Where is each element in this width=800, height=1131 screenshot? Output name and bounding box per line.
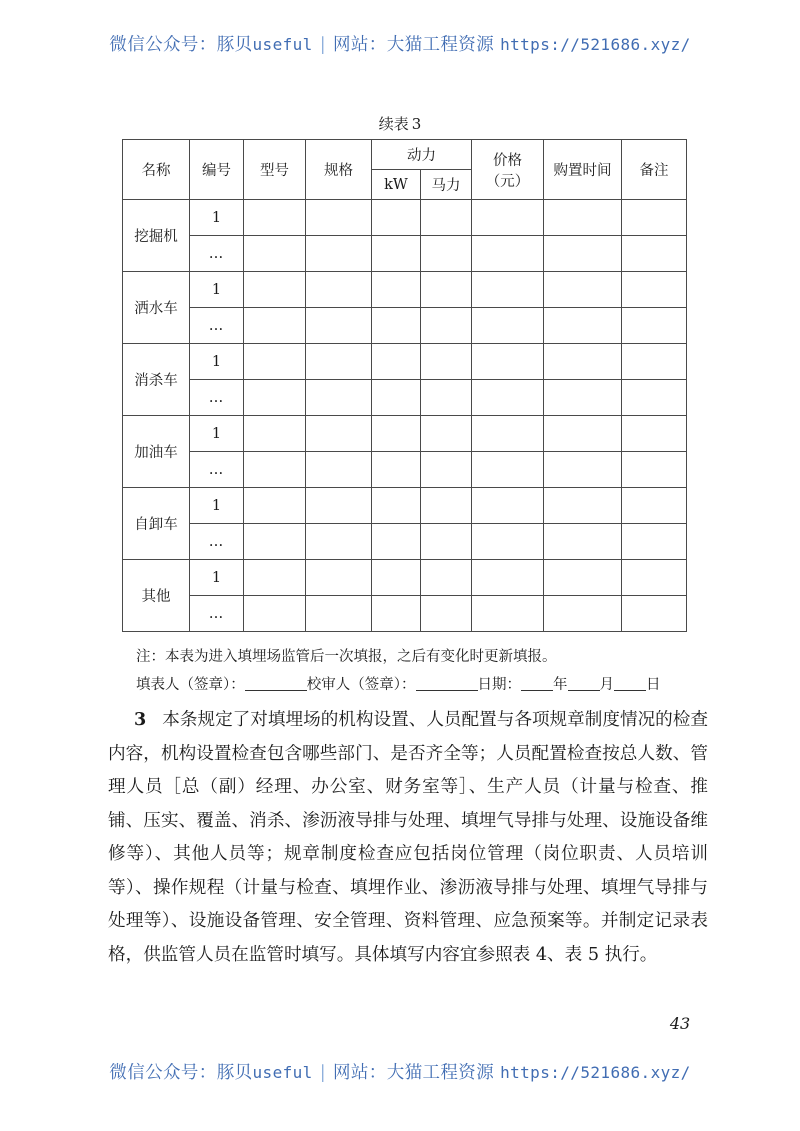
cell-hp <box>421 560 472 596</box>
header-cell-model: 型号 <box>244 140 306 200</box>
row-group-label: 挖掘机 <box>123 200 190 272</box>
table-title-text: 续表 <box>378 115 409 133</box>
table-header-row-top <box>123 140 687 170</box>
cell-time <box>544 236 622 272</box>
watermark-url: https://521686.xyz/ <box>500 1063 691 1082</box>
table-note-line: 注：本表为进入填埋场监管后一次填报，之后有变化时更新填报。 <box>136 649 557 665</box>
watermark-account-prefix: 微信公众号：豚贝 <box>109 35 253 55</box>
cell-price <box>472 200 544 236</box>
cell-model <box>244 488 306 524</box>
cell-spec <box>306 200 372 236</box>
header-watermark <box>0 31 800 56</box>
cell-time <box>544 380 622 416</box>
table-row <box>123 452 687 488</box>
cell-kw <box>372 596 421 632</box>
cell-spec <box>306 452 372 488</box>
header-cell-power-hp: 马力 <box>421 170 472 200</box>
cell-spec <box>306 596 372 632</box>
cell-price <box>472 308 544 344</box>
table-row <box>123 560 687 596</box>
filler-signature-label: 填表人（签章）： <box>136 677 245 693</box>
cell-price <box>472 560 544 596</box>
header-cell-spec: 规格 <box>306 140 372 200</box>
cell-model <box>244 560 306 596</box>
row-group-label: 消杀车 <box>123 344 190 416</box>
cell-hp <box>421 416 472 452</box>
cell-time <box>544 200 622 236</box>
date-label: 日期： <box>477 677 521 693</box>
table-row <box>123 596 687 632</box>
row-index-cell: 1 <box>190 560 244 596</box>
cell-price <box>472 452 544 488</box>
cell-spec <box>306 488 372 524</box>
cell-spec <box>306 272 372 308</box>
cell-model <box>244 416 306 452</box>
footer-watermark <box>0 1059 800 1084</box>
table-row <box>123 236 687 272</box>
cell-remark <box>622 380 687 416</box>
equipment-table <box>122 139 687 632</box>
cell-time <box>544 416 622 452</box>
table-row <box>123 200 687 236</box>
header-cell-purchase-time: 购置时间 <box>544 140 622 200</box>
cell-kw <box>372 200 421 236</box>
cell-kw <box>372 452 421 488</box>
table-row <box>123 380 687 416</box>
table-row <box>123 416 687 452</box>
cell-hp <box>421 308 472 344</box>
cell-remark <box>622 524 687 560</box>
cell-spec <box>306 344 372 380</box>
header-cell-power: 动力 <box>372 140 472 170</box>
filler-signature-blank[interactable] <box>245 690 307 691</box>
cell-kw <box>372 344 421 380</box>
cell-hp <box>421 452 472 488</box>
cell-time <box>544 344 622 380</box>
cell-remark <box>622 272 687 308</box>
cell-remark <box>622 236 687 272</box>
cell-kw <box>372 488 421 524</box>
header-price-label: 价格 <box>493 152 522 169</box>
header-cell-name: 名称 <box>123 140 190 200</box>
cell-model <box>244 524 306 560</box>
watermark-account-latin: useful <box>252 35 313 54</box>
cell-hp <box>421 200 472 236</box>
watermark-site-label: 网站：大猫工程资源 <box>333 35 495 55</box>
cell-remark <box>622 596 687 632</box>
watermark-account-latin: useful <box>252 1063 313 1082</box>
cell-time <box>544 560 622 596</box>
cell-hp <box>421 236 472 272</box>
cell-kw <box>372 236 421 272</box>
cell-hp <box>421 524 472 560</box>
cell-price <box>472 236 544 272</box>
clause-text: 本条规定了对填埋场的机构设置、人员配置与各项规章制度情况的检查内容，机构设置检查包含哪些部门、是否齐全等；人员配置检查按总人数、管理人员［总（副）经理、办公室、财务室等］、生产人员（计量与检查、推铺、压实、覆盖、消杀、渗沥液导排与处理、填埋气导排与处理、设施设备维修等）、其他人员等；规章制度检查应包括岗位管理（岗位职责、人员培训等）、操作规程（计量与检查、填埋作业、渗沥液导排与处理、填埋气导排与处理等）、设施设备管理、安全管理、资料管理、应急预案等。并制定记录表格，供监管人员在监管时填写。具体填写内容宜参照表 4、表 5 执行。 <box>108 710 708 965</box>
cell-spec <box>306 416 372 452</box>
header-cell-price <box>472 140 544 200</box>
date-month-unit: 月 <box>599 677 614 693</box>
watermark-url: https://521686.xyz/ <box>500 35 691 54</box>
cell-price <box>472 344 544 380</box>
row-index-cell: … <box>190 452 244 488</box>
cell-kw <box>372 272 421 308</box>
cell-hp <box>421 596 472 632</box>
cell-hp <box>421 272 472 308</box>
table-title <box>0 113 800 134</box>
cell-spec <box>306 380 372 416</box>
cell-time <box>544 272 622 308</box>
cell-model <box>244 236 306 272</box>
equipment-table-wrapper <box>122 139 686 632</box>
table-row <box>123 308 687 344</box>
cell-price <box>472 416 544 452</box>
watermark-site-label: 网站：大猫工程资源 <box>333 1063 495 1083</box>
cell-price <box>472 596 544 632</box>
cell-time <box>544 524 622 560</box>
row-group-label: 加油车 <box>123 416 190 488</box>
cell-remark <box>622 344 687 380</box>
header-price-unit: （元） <box>485 173 530 190</box>
cell-model <box>244 200 306 236</box>
cell-remark <box>622 452 687 488</box>
date-month-blank[interactable] <box>568 690 600 691</box>
cell-hp <box>421 344 472 380</box>
row-index-cell: … <box>190 524 244 560</box>
row-group-label: 自卸车 <box>123 488 190 560</box>
cell-kw <box>372 416 421 452</box>
signature-line <box>136 673 696 698</box>
cell-model <box>244 272 306 308</box>
row-index-cell: 1 <box>190 488 244 524</box>
row-index-cell: … <box>190 380 244 416</box>
cell-time <box>544 488 622 524</box>
watermark-account-prefix: 微信公众号：豚贝 <box>109 1063 253 1083</box>
reviewer-signature-label: 校审人（签章）： <box>306 677 416 693</box>
equipment-table-body <box>123 200 687 632</box>
cell-kw <box>372 308 421 344</box>
row-index-cell: … <box>190 596 244 632</box>
cell-kw <box>372 560 421 596</box>
cell-kw <box>372 524 421 560</box>
date-year-blank[interactable] <box>521 690 553 691</box>
cell-price <box>472 488 544 524</box>
cell-spec <box>306 308 372 344</box>
row-index-cell: 1 <box>190 416 244 452</box>
cell-price <box>472 380 544 416</box>
table-notes <box>136 645 696 698</box>
cell-model <box>244 380 306 416</box>
cell-remark <box>622 560 687 596</box>
header-cell-id: 编号 <box>190 140 244 200</box>
cell-remark <box>622 308 687 344</box>
cell-time <box>544 308 622 344</box>
cell-hp <box>421 380 472 416</box>
table-row <box>123 524 687 560</box>
body-paragraph <box>108 703 708 972</box>
row-group-label: 洒水车 <box>123 272 190 344</box>
cell-model <box>244 452 306 488</box>
cell-model <box>244 344 306 380</box>
cell-price <box>472 272 544 308</box>
row-group-label: 其他 <box>123 560 190 632</box>
table-row <box>123 488 687 524</box>
cell-time <box>544 452 622 488</box>
cell-spec <box>306 236 372 272</box>
cell-remark <box>622 416 687 452</box>
cell-model <box>244 308 306 344</box>
header-cell-remark: 备注 <box>622 140 687 200</box>
date-year-unit: 年 <box>553 677 568 693</box>
row-index-cell: 1 <box>190 344 244 380</box>
clause-number: 3 <box>134 709 147 730</box>
table-row <box>123 272 687 308</box>
watermark-separator: | <box>319 35 326 55</box>
cell-spec <box>306 560 372 596</box>
cell-spec <box>306 524 372 560</box>
header-cell-power-kw: kW <box>372 170 421 200</box>
reviewer-signature-blank[interactable] <box>416 690 478 691</box>
cell-time <box>544 596 622 632</box>
cell-hp <box>421 488 472 524</box>
table-row <box>123 344 687 380</box>
table-title-number: 3 <box>411 115 422 133</box>
cell-kw <box>372 380 421 416</box>
date-day-unit: 日 <box>646 677 661 693</box>
date-day-blank[interactable] <box>614 690 646 691</box>
page-number: 43 <box>669 1014 691 1033</box>
row-index-cell: … <box>190 308 244 344</box>
cell-remark <box>622 488 687 524</box>
cell-price <box>472 524 544 560</box>
row-index-cell: 1 <box>190 200 244 236</box>
watermark-separator: | <box>319 1063 326 1083</box>
cell-model <box>244 596 306 632</box>
cell-remark <box>622 200 687 236</box>
row-index-cell: … <box>190 236 244 272</box>
row-index-cell: 1 <box>190 272 244 308</box>
